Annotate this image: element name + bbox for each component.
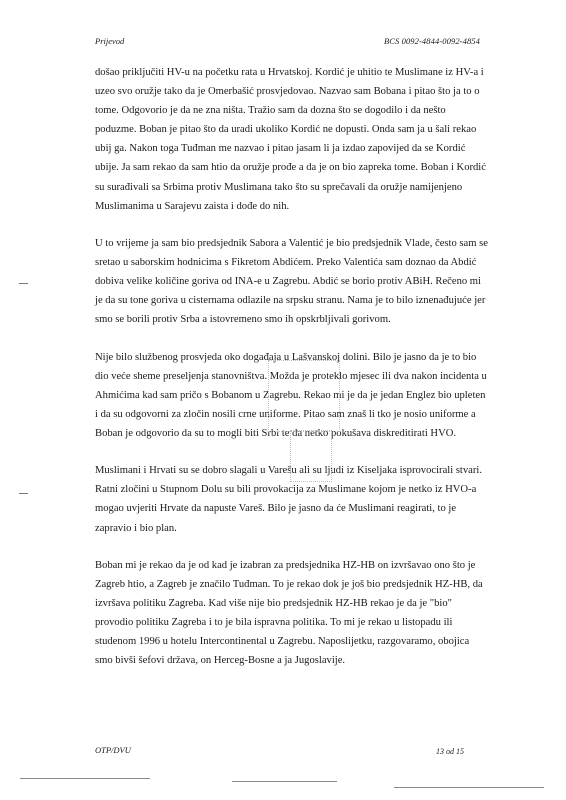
paragraph: došao priključiti HV-u na početku rata u Hrvatskoj. Kordić je uhitio te Muslimane iz HV-a i uzeo svo oružje tako da je Omerbašić prosvjedovao. Nazvao sam Bobana i pitao što ja to o tome. Odgovorio je da ne zna ništa. Tražio sam da dozna što se dogodilo i da nešto poduzme. Boban je pitao što da uradi ukoliko Kordić ne dopusti. Onda sam ja u šali rekao ubij ga. Nakon toga Tuđman me nazvao i pitao jasam li ja izdao zapovijed da se Kordić ubije. Ja sam rekao da sam htio da oružje prođe a da je on bio zapreka tome. Boban i Kordić su surađivali sa Srbima protiv Muslimana tako što su sprečavali da oružje namijenjeno Muslimanima u Sarajevu zaista i dođe do nih.: [95, 67, 486, 212]
margin-tick-mark: [19, 283, 28, 284]
footer-rule: [232, 781, 337, 782]
footer-label: OTP/DVU: [95, 745, 131, 755]
page-number: 13 od 15: [436, 747, 464, 756]
faint-stamp-mark: [290, 430, 332, 482]
footer-rule: [20, 778, 150, 779]
paragraph: U to vrijeme ja sam bio predsjednik Sabora a Valentić je bio predsjednik Vlade, često sam se sretao u saborskim hodnicima s Fikretom Abdićem. Preko Valentića sam doznao da Abdić dobiva velike količine goriva od INA-e u Zagrebu. Abdić se borio protiv ABiH. Rečeno mi je da su tone goriva u cisternama odlazile na srpsku stranu. Nama je to bilo iznenađujuće jer smo se borili protiv Srba a istovremeno smo ih opskrbljivali gorivom.: [95, 237, 488, 326]
faint-stamp-mark: [268, 360, 340, 432]
paragraph: Nije bilo službenog prosvjeda oko događaja u Lašvanskoj dolini. Bilo je jasno da je to bio dio veće sheme preseljenja stanovništva. Možda je proteklo mjesec ili dva nakon incidenta u Ahmićima kad sam pričo s Bobanom u Zagrebu. Rekao mi je da je jedan Englez bio upleten i da su odgovorni za zločin nosili crne uniforme. Pitao sam znaš li tko je nosio uniforme a Boban je odgovorio da su to mogli biti Srbi te da netko pokušava diskreditirati HVO.: [95, 351, 487, 439]
footer-rule: [394, 787, 544, 788]
margin-tick-mark: [19, 493, 28, 494]
header-label: Prijevod: [95, 36, 125, 46]
paragraph: Boban mi je rekao da je od kad je izabran za predsjednika HZ-HB on izvršavao ono što je Zagreb htio, a Zagreb je značilo Tuđman. To je rekao dok je još bio predsjednik HZ-HB, da izvršava politiku Zagreba. Kad više nije bio predsjednik HZ-HB rekao je da je "bio" provodio politiku Zagreba i to je bila ispravna politika. To mi je rekao u listopadu ili studenom 1996 u hotelu Intercontinental u Zagrebu. Naposlijetku, razgovaramo, obojica smo bivši šefovi država, on Herceg-Bosne a ja Jugoslavije.: [95, 559, 483, 667]
paragraph: Muslimani i Hrvati su se dobro slagali u Varešu ali su ljudi iz Kiseljaka isprovocirali stvari. Ratni zločini u Stupnom Dolu su bili provokacija za Muslimane kojom je netko iz HVO-a mogao uvjeriti Hrvate da napuste Vareš. Bilo je jasno da će Muslimani reagirati, to je zapravio i bio plan.: [95, 465, 482, 534]
document-reference: BCS 0092-4844-0092-4854: [383, 36, 480, 46]
